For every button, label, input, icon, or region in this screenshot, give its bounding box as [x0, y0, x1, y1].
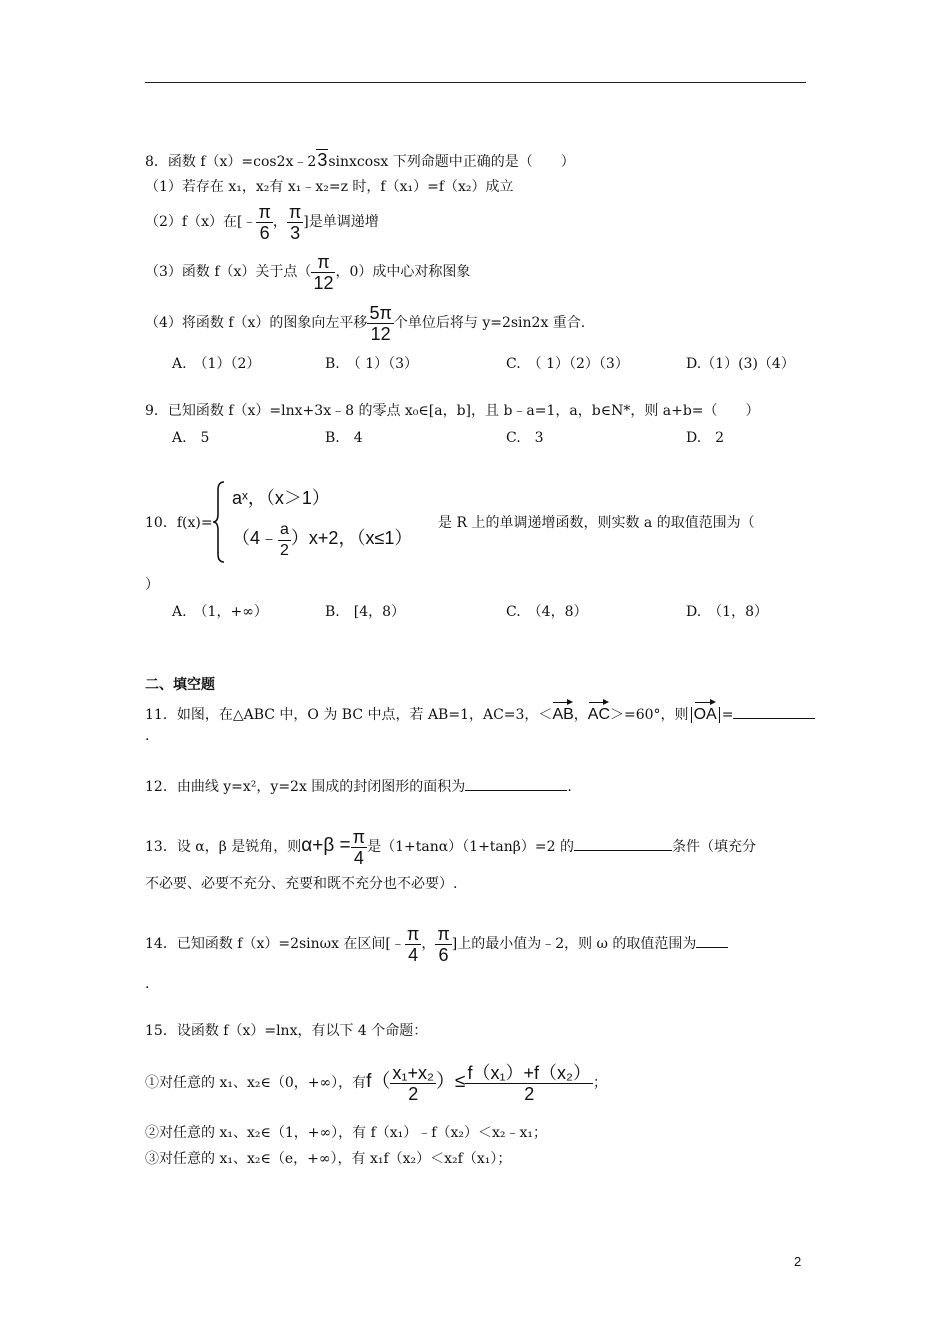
q8-statement-4 — [145, 301, 585, 345]
q15-prop-3: ③对任意的 x₁、x₂∈（e，+∞），有 x₁f（x₂）＜x₂f（x₁）； — [145, 1151, 512, 1167]
q10-suffix: 是 R 上的单调递增函数，则实数 a 的取值范围为（ — [438, 515, 755, 531]
q8-s2-b: ]是单调递增 — [303, 214, 379, 230]
q11-end: . — [145, 728, 150, 744]
q9-option-b: B. 4 — [325, 430, 363, 446]
frac-den: 2 — [280, 541, 289, 559]
frac-den: 4 — [405, 944, 421, 965]
q9-stem: 9．已知函数 f（x）=lnx+3x﹣8 的零点 x₀∈[a，b]，且 b﹣a=1，a，b∈N*，则 a+b=（ ） — [145, 403, 760, 419]
q15-stem: 15．设函数 f（x）=lnx，有以下 4 个命题： — [145, 1023, 428, 1039]
q11-a: 11．如图，在△ABC 中，O 为 BC 中点，若 AB=1，AC=3，＜ — [145, 707, 553, 723]
q9-option-c: C. 3 — [506, 430, 544, 446]
q11-vector-ab: AB — [552, 700, 573, 726]
q13-b: 是（1+tanα）（1+tanβ）=2 的 — [367, 839, 574, 855]
q8-stem — [145, 151, 575, 171]
q15-prop-1 — [145, 1058, 607, 1107]
q13-line-1 — [145, 824, 756, 869]
q8-s3-a: （3）函数 f（x）关于点（ — [145, 264, 312, 280]
q8-option-c: C. （ 1）（2）（3） — [506, 356, 629, 372]
q10-brace — [212, 480, 228, 564]
frac-den: 2 — [390, 1083, 436, 1104]
q14-b: ]上的最小值为﹣2，则 ω 的取值范围为 — [451, 936, 697, 952]
q10-option-d: D. （1，8） — [686, 604, 768, 620]
q14-comma: ， — [421, 936, 436, 952]
q8-s2-a: （2）f（x）在[﹣ — [145, 214, 257, 230]
q13-answer-blank[interactable] — [574, 836, 672, 851]
q14-frac1 — [405, 924, 421, 965]
q11-comma: ， — [573, 707, 588, 723]
q15-p1-frac-right — [465, 1063, 593, 1104]
q8-option-b: B. （ 1）（3） — [325, 356, 419, 372]
q12-end: . — [567, 779, 572, 795]
frac-num: π — [317, 251, 330, 272]
q15-prop-2: ②对任意的 x₁、x₂∈（1，+∞），有 f（x₁）﹣f（x₂）＜x₂﹣x₁； — [145, 1125, 547, 1141]
q11-b: ＞=60°，则 — [610, 707, 689, 723]
q14-answer-blank[interactable] — [696, 933, 728, 948]
q8-stem-a: 8．函数 f（x）=cos2x﹣2 — [145, 154, 317, 170]
q8-s4-frac — [367, 303, 393, 344]
q10-case-1: aˣ，（x＞1） — [232, 488, 330, 508]
q10-close: ） — [145, 577, 159, 593]
q8-s3-frac — [311, 252, 335, 293]
q9-option-d: D. 2 — [686, 430, 725, 446]
q8-statement-2 — [145, 200, 379, 244]
q8-s2-frac2 — [287, 202, 303, 243]
q8-s2-frac1 — [256, 202, 272, 243]
q12-line — [145, 776, 572, 796]
frac-num: π — [258, 201, 271, 222]
q8-s4-a: （4）将函数 f（x）的图象向左平移 — [145, 315, 368, 331]
q14-frac2 — [435, 924, 451, 965]
q10-option-a: A. （1，+∞） — [172, 604, 268, 620]
frac-den: 6 — [256, 222, 272, 243]
q8-option-d: D.（1）(3)（4） — [686, 356, 795, 372]
q11-vector-oa: OA — [694, 700, 717, 726]
frac-num: π — [288, 201, 302, 222]
q10-case2-a: （4﹣ — [232, 528, 279, 548]
q9-option-a: A. 5 — [172, 430, 210, 446]
q11-answer-blank[interactable] — [733, 704, 815, 719]
q13-a: 13．设 α，β 是锐角，则 — [145, 839, 302, 855]
q8-statement-3 — [145, 250, 470, 294]
q13-c: 条件（填充分 — [671, 839, 756, 855]
frac-den: 4 — [351, 847, 367, 868]
frac-num: x₁+x₂ — [392, 1062, 434, 1083]
frac-den: 12 — [367, 323, 393, 344]
frac-num: π — [437, 923, 450, 944]
q13-line-2: 不必要、必要不充分、充要和既不充分也不必要）. — [145, 876, 458, 892]
q11-vector-ac: AC — [588, 700, 610, 726]
q12-answer-blank[interactable] — [465, 776, 567, 791]
q11-line — [145, 700, 815, 726]
header-rule — [145, 82, 806, 83]
q14-end: . — [145, 976, 150, 992]
page-number: 2 — [794, 1254, 802, 1269]
q10-option-c: C. （4，8） — [506, 604, 588, 620]
frac-num: π — [406, 923, 420, 944]
q10-prefix: 10．f(x)= — [145, 515, 213, 531]
frac-num: f（x₁）+f（x₂） — [467, 1062, 592, 1083]
frac-den: 6 — [435, 944, 451, 965]
q11-abs — [691, 707, 720, 723]
q8-s3-b: ，0）成中心对称图象 — [335, 264, 471, 280]
frac-den: 2 — [465, 1083, 593, 1104]
frac-num: a — [280, 520, 289, 538]
q10-option-b: B. [4，8） — [325, 604, 406, 620]
q15-p1-a: ①对任意的 x₁、x₂∈（0，+∞），有 — [145, 1075, 367, 1091]
q10-case-2 — [232, 516, 412, 562]
q14-a: 14．已知函数 f（x）=2sinωx 在区间[﹣ — [145, 936, 405, 952]
q8-stem-b: sinxcosx 下列命题中正确的是（ ） — [328, 154, 575, 170]
frac-num: π — [352, 826, 366, 847]
frac-num: 5π — [369, 302, 392, 323]
q11-c: = — [721, 707, 734, 723]
q13-frac — [351, 827, 367, 868]
q8-option-a: A. （1）（2） — [172, 356, 261, 372]
q13-expr: α+β = — [301, 835, 351, 856]
frac-den: 3 — [287, 222, 303, 243]
q8-s4-b: 个单位后将与 y=2sin2x 重合. — [393, 315, 586, 331]
q8-statement-1: （1）若存在 x₁，x₂有 x₁﹣x₂=z 时，f（x₁）=f（x₂）成立 — [145, 179, 514, 195]
q12-a: 12．由曲线 y=x²，y=2x 围成的封闭图形的面积为 — [145, 779, 466, 795]
q8-s2-comma: ， — [272, 214, 287, 230]
frac-den: 12 — [313, 272, 334, 293]
q15-p1-f: f（ — [366, 1071, 391, 1092]
q15-p1-le: ）≤ — [436, 1071, 466, 1092]
q15-p1-end: ； — [593, 1075, 608, 1091]
q15-p1-frac-left — [390, 1063, 436, 1104]
q8-sqrt: 3 — [317, 150, 328, 170]
q14-line — [145, 922, 728, 966]
q10-case2-frac — [278, 520, 291, 561]
section-title: 二、填空题 — [145, 677, 215, 693]
q10-case2-b: ）x+2，（x≤1） — [290, 528, 413, 548]
